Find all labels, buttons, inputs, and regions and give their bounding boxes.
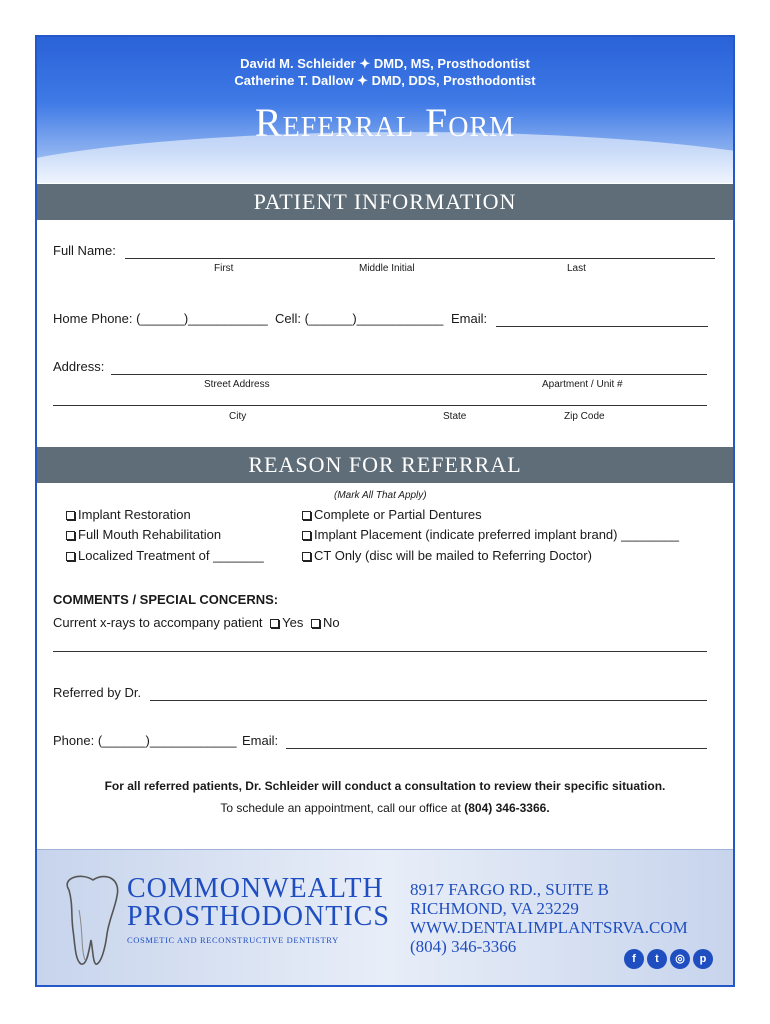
- street-address-field[interactable]: [111, 374, 707, 375]
- xrays-yes-checkbox[interactable]: [270, 619, 279, 628]
- logo-line-1: COMMONWEALTH: [127, 873, 384, 904]
- footer-phone: (804) 346-3366: [410, 937, 517, 956]
- logo-tagline: COSMETIC AND RECONSTRUCTIVE DENTISTRY: [127, 935, 339, 945]
- office-phone: (804) 346-3366.: [464, 801, 550, 815]
- doctor-1: David M. Schleider ✦ DMD, MS, Prosthodontist: [240, 56, 530, 71]
- referral-form: [35, 35, 735, 987]
- apartment-caption: Apartment / Unit #: [542, 379, 623, 390]
- checkbox-icon[interactable]: [66, 511, 75, 520]
- option-implant-restoration[interactable]: Implant Restoration: [66, 507, 191, 522]
- consultation-notice: For all referred patients, Dr. Schleider will conduct a consultation to review their specific situation.: [104, 779, 666, 793]
- option-localized-treatment[interactable]: Localized Treatment of _______: [66, 548, 264, 563]
- address-line-2: RICHMOND, VA 23229: [410, 899, 579, 918]
- xrays-yes-label: Yes: [282, 615, 304, 630]
- logo-line-2: PROSTHODONTICS: [127, 901, 390, 932]
- footer: [37, 849, 733, 985]
- checkbox-icon[interactable]: [66, 552, 75, 561]
- checkbox-icon[interactable]: [302, 531, 311, 540]
- practice-logo: [127, 875, 390, 945]
- comments-heading: COMMENTS / SPECIAL CONCERNS:: [53, 592, 279, 607]
- doctor-names: [37, 55, 733, 89]
- home-phone-field[interactable]: Home Phone: (______)___________: [53, 311, 268, 326]
- mark-all-note: (Mark All That Apply): [334, 490, 427, 501]
- first-name-caption: First: [214, 263, 234, 274]
- last-name-caption: Last: [567, 263, 586, 274]
- xrays-label: Current x-rays to accompany patient: [53, 615, 263, 630]
- full-name-field[interactable]: [125, 258, 715, 259]
- website-link[interactable]: WWW.DENTALIMPLANTSRVA.COM: [410, 918, 688, 937]
- practice-address: [410, 880, 688, 956]
- full-name-label: Full Name:: [53, 243, 116, 258]
- cell-phone-field[interactable]: Cell: (______)____________: [275, 311, 444, 326]
- referrer-email-field[interactable]: [286, 748, 707, 749]
- address-line-1: 8917 FARGO RD., SUITE B: [410, 880, 609, 899]
- city-state-zip-field[interactable]: [53, 405, 707, 406]
- doctor-2: Catherine T. Dallow ✦ DMD, DDS, Prosthodontist: [234, 73, 536, 88]
- instagram-icon[interactable]: ◎: [670, 949, 690, 969]
- facebook-icon[interactable]: f: [624, 949, 644, 969]
- patient-info-heading: PATIENT INFORMATION: [37, 184, 733, 220]
- email-field[interactable]: [496, 326, 708, 327]
- reason-for-referral-heading: REASON FOR REFERRAL: [37, 447, 733, 483]
- checkbox-icon[interactable]: [302, 552, 311, 561]
- option-implant-placement[interactable]: Implant Placement (indicate preferred implant brand) ________: [302, 527, 679, 542]
- zip-caption: Zip Code: [564, 411, 605, 422]
- xrays-no-checkbox[interactable]: [311, 619, 320, 628]
- tooth-logo-icon: [59, 870, 123, 970]
- referrer-phone-field[interactable]: Phone: (______)____________: [53, 733, 237, 748]
- xrays-no-label: No: [323, 615, 340, 630]
- form-title: Referral Form: [254, 100, 516, 145]
- pinterest-icon[interactable]: p: [693, 949, 713, 969]
- schedule-text: To schedule an appointment, call our office at: [220, 801, 461, 815]
- comments-field[interactable]: [53, 651, 707, 652]
- schedule-notice: [37, 801, 733, 815]
- form-header: [37, 37, 733, 183]
- checkbox-icon[interactable]: [66, 531, 75, 540]
- social-links: [624, 949, 713, 969]
- street-address-caption: Street Address: [204, 379, 270, 390]
- address-label: Address:: [53, 359, 105, 374]
- twitter-icon[interactable]: t: [647, 949, 667, 969]
- city-caption: City: [229, 411, 247, 422]
- state-caption: State: [443, 411, 467, 422]
- referrer-email-label: Email:: [242, 733, 279, 748]
- email-label: Email:: [451, 311, 488, 326]
- referred-by-field[interactable]: [150, 700, 707, 701]
- checkbox-icon[interactable]: [302, 511, 311, 520]
- xrays-question: [53, 615, 340, 630]
- option-ct-only[interactable]: CT Only (disc will be mailed to Referring Doctor): [302, 548, 592, 563]
- option-dentures[interactable]: Complete or Partial Dentures: [302, 507, 482, 522]
- referred-by-label: Referred by Dr.: [53, 685, 142, 700]
- middle-initial-caption: Middle Initial: [359, 263, 415, 274]
- option-full-mouth-rehabilitation[interactable]: Full Mouth Rehabilitation: [66, 527, 221, 542]
